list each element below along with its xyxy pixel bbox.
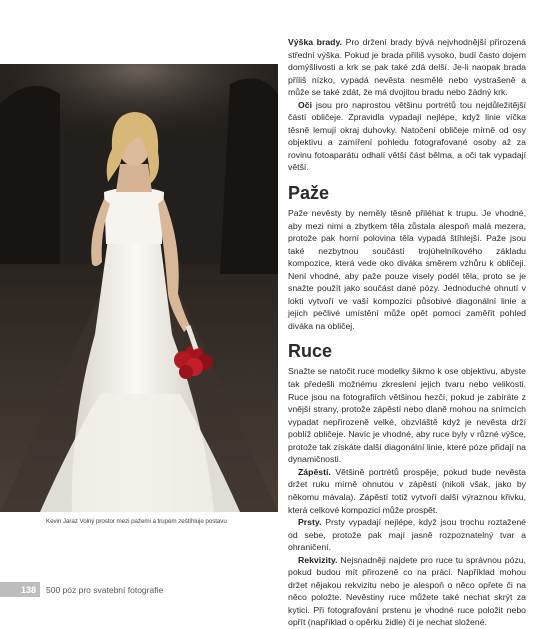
book-title: 500 póz pro svatební fotografie <box>46 584 164 595</box>
page-number: 138 <box>0 582 40 597</box>
heading-hands: Ruce <box>288 341 333 362</box>
paragraph-wrist <box>288 466 526 516</box>
heading-arms: Paže <box>288 183 330 204</box>
paragraph-arms <box>288 207 526 332</box>
photo-caption: Kevin Jaraz Volný prostor mezi pažemi a trupem zeštíhluje postavu <box>46 518 227 525</box>
lead-chin: Výška brady. <box>288 37 343 47</box>
text-wrist: Většině portrétů prospěje, pokud bude nevěsta držet ruku mírně ohnutou v zápěstí (nikoli však, jako by někomu mávala). Zápěstí totiž vytvoří další výraznou křivku, která celkové kompozici může prospět. <box>288 466 526 515</box>
paragraph-hands <box>288 365 526 465</box>
lead-fingers: Prsty. <box>298 517 322 528</box>
article-column <box>288 36 526 629</box>
lead-props: Rekvizity. <box>298 554 338 565</box>
lead-eyes: Oči <box>298 99 313 110</box>
text-arms: Paže nevěsty by neměly těsně přiléhat k trupu. Je vhodné, aby mezi nimi a zbytkem těla zůstala alespoň malá mezera, protože pak horní polovina těla vypadá štíhlejší. Paže jsou také nezbytnou součástí trojúhelníkového základu kompozice, která vede oko diváka směrem vzhůru k obličeji. Není vhodné, aby paže pouze visely podél těla, proto se je snažte použít jako součást dané pózy. Jednoduché ohnutí v lokti vytvoří ve vaší kompozici působivé diagonální linie a jejich pečlivé umístění může opět pomoci zaměřit pohled diváka na obličej. <box>288 208 526 331</box>
text-props: Nejsnadněji najdete pro ruce tu správnou pózu, pokud budou mít přirozeně co na práci. Například mohou držet nějakou rekvizitu nebo je alespoň o něco opřete či na něco položte. Nevěstiny ruce můžete také nechat skrýt za kytici. Při fotografování prstenu je vhodné ruce položit nebo opřít (například o opěrku židle) či je nechat složené. <box>288 554 526 628</box>
paragraph-chin <box>288 36 526 99</box>
page-footer <box>0 581 200 598</box>
paragraph-props <box>288 554 526 629</box>
paragraph-fingers <box>288 516 526 554</box>
text-fingers: Prsty vypadají nejlépe, když jsou trochu roztažené od sebe, protože pak mají jasně rozpoznatelný tvar a ohraničení. <box>288 517 526 553</box>
paragraph-eyes <box>288 99 526 174</box>
lead-wrist: Zápěstí. <box>298 466 331 477</box>
text-hands: Snažte se natočit ruce modelky šikmo k ose objektivu, abyste tak předešli možnému zkreslení jejich tvaru nebo velikosti. Ruce jsou na fotografiích většinou hezčí, pokud je zabíráte z vnější strany, protože zápěstí nebo dlaně mohou na snímcích vypadat nepřirozeně velké, obzvláště když je nevěsta drží poblíž obličeje. Navíc je vhodné, aby ruce byly v různé výšce, protože tak získáte další diagonální linie, které póze přidají na dynamičnosti. <box>288 366 526 465</box>
text-chin: Pro držení brady bývá nejvhodnější přirozená střední výška. Pokud je brada příliš vysoko, budí často dojem domýšlivosti a krk se pak také zdá delší. Je-li naopak brada příliš nízko, vypadá nevěsta nesmělé nebo vystrašeně a může se také zdát, že má dvojitou bradu nebo žádný krk. <box>288 37 526 98</box>
bride-in-white-dress-photo-icon <box>0 64 278 512</box>
text-eyes: jsou pro naprostou většinu portrétů tou nejdůležitější částí obličeje. Zpravidla vypadají nejlépe, když linie víčka těsně lemují okraj duhovky. Natočení obličeje mírně od osy objektivu a zamíření pohledu fotografované osoby až za rovinu fotoaparátu odhalí větší část bělma, a oči tak vypadají větší. <box>288 99 526 173</box>
bride-photo <box>0 64 278 512</box>
